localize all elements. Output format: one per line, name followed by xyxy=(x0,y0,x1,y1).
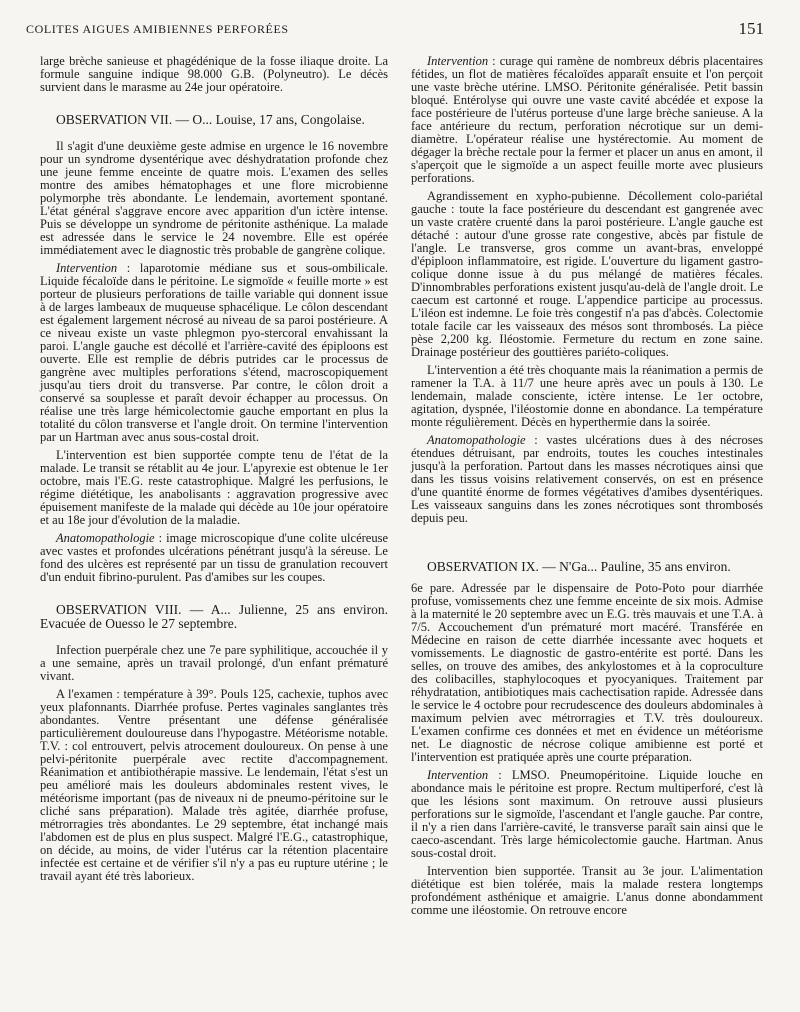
paragraph: 6e pare. Adressée par le dispensaire de Poto-Poto pour diarrhée profuse, vomissements chez une femme enceinte de six mois. Admise à la maternité le 20 septembre avec un E.G. très mauvais et une T.A. à 7/5. Accouchement d'un prématuré mort macéré. Transférée en Médecine en raison de cette diarrhée incessante avec hoquets et vomissements. Le diagnostic de gastro-entérite est porté. Dans les selles, on trouve des amibes, des ankylostomes et à la coproculture des colibacilles, staphylocoques et pyocyaniques. Traitement par réhydratation, antibiotiques mais cachectisation rapide. Adressée dans le service le 4 octobre pour recrudescence des douleurs abdominales à maximum pelvien avec métrorragies et T.V. très douloureux. L'examen confirme ces données et met en évidence un météorisme net. Le diagnostic de nécrose colique amibienne est porté et l'intervention est pratiquée après une courte préparation. xyxy=(411,581,763,764)
section-label: Anatomopathologie xyxy=(427,433,526,447)
paragraph: Intervention bien supportée. Transit au 3e jour. L'alimentation diététique est bien tolérée, mais la malade restera longtemps profondément asthénique et amaigrie. L'anus donne abondamment comme une iléostomie. On retrouve encore xyxy=(411,864,763,917)
paragraph: large brèche sanieuse et phagédénique de la fosse iliaque droite. La formule sanguine indique 98.000 G.B. (Polyneutro). Le décès survient dans le marasme au 24e jour opératoire. xyxy=(40,54,388,94)
paragraph-text: : vastes ulcérations dues à des nécroses étendues détruisant, par endroits, toutes les couches intestinales jusqu'à la perforation. Partout dans les masses nécrotiques ainsi que dans les tissus voisins relativement conservés, on est en présence d'une quantité énorme de formes végétatives d'amibes dysentériques. Les vaisseaux sanguins dans les zones nécrotiques sont thrombosés depuis peu. xyxy=(411,433,763,525)
paragraph: L'intervention a été très choquante mais la réanimation a permis de ramener la T.A. à 11/7 une heure après avec un pouls à 130. Le lendemain, malade consciente, ictère intense. Le 1er octobre, agitation, dyspnée, l'iléostomie donne en abondance. La température monte régulièrement. Décès en hyperthermie dans la soirée. xyxy=(411,363,763,429)
paragraph: Infection puerpérale chez une 7e pare syphilitique, accouchée il y a une semaine, après un travail prolongé, d'un enfant prématuré vivant. xyxy=(40,643,388,683)
paragraph: Il s'agit d'une deuxième geste admise en urgence le 16 novembre pour un syndrome dysentérique avec déshydratation profonde chez une jeune femme enceinte de quatre mois. L'examen des selles montre des amibes hématophages et une flore microbienne polymorphe très abondante. Le lendemain, avortement spontané. L'état général s'aggrave encore avec apparition d'un ictère intense. Puis se développe un syndrome de péritonite asthénique. La malade est adressée dans le service le 24 novembre. Elle est opérée immédiatement avec le diagnostic très probable de gangrène colique. xyxy=(40,139,388,257)
paragraph xyxy=(411,769,763,860)
paragraph-text: : laparotomie médiane sus et sous-ombilicale. Liquide fécaloïde dans le péritoine. Le sigmoïde « feuille morte » est porteur de plusieurs perforations de taille variable qui donnent issue à de larges lambeaux de muqueuse sphacélique. Le côlon descendant est également largement nécrosé au niveau de sa paroi postérieure. A ce niveau existe un vaste phlegmon pyo-stercoral envahissant la paroi. L'angle gauche est décollé et l'arrière-cavité des épiploons est ouverte. Elle est remplie de débris putrides car le processus de gangrène avec multiples perforations s'étend, macroscopiquement jusqu'au tiers droit du transverse. Par contre, le côlon droit a conservé sa souplesse et paraît devoir échapper au processus. On réalise une très large hémicolectomie gauche emportant en plus la totalité du côlon transverse et l'angle droit. On termine l'intervention par un Hartman avec anus sous-costal droit. xyxy=(40,261,388,444)
paragraph: Agrandissement en xypho-pubienne. Décollement colo-pariétal gauche : toute la face postérieure du descendant est gangrenée avec un vaste cratère cruenté dans la paroi postérieure. L'angle gauche est détaché : autour d'une grosse rate congestive, abcès par fistule de l'angle. Le transverse, gros comme un avant-bras, enveloppé d'épiploon inflammatoire, est rigide. L'ouverture du ligament gastro-colique donne issue à du pus mélangé de matières fécales. D'innombrables perforations existent jusqu'au-delà de l'angle droit. Le caecum est cartonné et rouge. L'appendice participe au processus. L'iléon est indemne. Le foie très congestif n'a pas d'abcès. Colectomie totale facile car les vaisseaux des mésos sont thrombosés. La pièce pèse 2,200 kg. Iléostomie. Fermeture du rectum en zone saine. Drainage postérieur des gouttières pariéto-coliques. xyxy=(411,189,763,359)
paragraph: L'intervention est bien supportée compte tenu de l'état de la malade. Le transit se rétablit au 4e jour. L'apyrexie est obtenue le 1er octobre, mais l'E.G. reste catastrophique. Malgré les perfusions, le régime diététique, les anabolisants : aggravation progressive avec épuisement manifeste de la malade qui décède au 10e jour opératoire et au 18e jour d'évolution de la maladie. xyxy=(40,448,388,527)
running-header xyxy=(26,19,764,40)
page-number: 151 xyxy=(738,19,764,38)
paragraph xyxy=(40,262,388,444)
paragraph xyxy=(411,434,763,525)
section-label: Intervention xyxy=(427,54,489,68)
section-label: Intervention xyxy=(56,261,118,275)
section-label: Intervention xyxy=(427,768,489,782)
right-column xyxy=(411,55,763,922)
section-label: Anatomopathologie xyxy=(56,531,155,545)
paragraph-text: : curage qui ramène de nombreux débris placentaires fétides, un flot de matières fécaloïdes apparaît ensuite et l'on perçoit une vaste brèche utérine. LMSO. Péritonite généralisée. Petit bassin bloqué. Entérolyse qui ouvre une vaste cavité abcédée et expose la face postérieure de l'utérus porteuse d'une large brèche sanieuse. A la face antérieure du rectum, perforation nécrotique sur un demi-diamètre. L'opérateur réalise une hystérectomie. Au moment de dégager la brèche rectale pour la fermer et placer un anus en amont, il s'aperçoit que le sigmoïde a un aspect feuille morte avec plusieurs perforations. xyxy=(411,54,763,185)
left-column xyxy=(40,55,388,888)
observation-vii-heading: OBSERVATION VII. — O... Louise, 17 ans, Congolaise. xyxy=(56,112,365,127)
paragraph: A l'examen : température à 39°. Pouls 125, cachexie, tuphos avec yeux plafonnants. Diarrhée profuse. Pertes vaginales sanglantes très abondantes. Ventre présentant une défense généralisée particulièrement douloureuse dans l'hypogastre. Météorisme notable. T.V. : col entrouvert, pelvis atrocement douloureux. On pense à une pelvi-péritonite puerpérale avec rectite d'accompagnement. Réanimation et antibiothérapie massive. Le lendemain, l'état s'est un peu amélioré mais les douleurs abdominales restent vives, le météorisme important (pas de niveaux ni de pneumo-péritoine sur le cliché sans préparation). Malade très agitée, diarrhée profuse, métrorragies très abondantes. Le 29 septembre, état inchangé mais l'abdomen est de plus en plus suspect. Malgré l'E.G., catastrophique, on décide, au moins, de vider l'utérus car la rétention placentaire infectée est certaine et de vérifier s'il n'y a pas eu rupture utérine ; le travail ayant été très laborieux. xyxy=(40,687,388,883)
paragraph xyxy=(411,55,763,185)
observation-ix-heading: OBSERVATION IX. — N'Ga... Pauline, 35 ans environ. xyxy=(427,559,731,574)
paragraph xyxy=(40,532,388,584)
running-title: COLITES AIGUES AMIBIENNES PERFORÉES xyxy=(26,22,289,36)
paragraph-text: : image microscopique d'une colite ulcéreuse avec vastes et profondes ulcérations pénétrant jusqu'à la séreuse. Le fond des ulcères est représenté par un tissu de granulation recouvert d'un enduit fibrino-purulent. Pas d'amibes sur les coupes. xyxy=(40,531,388,584)
paragraph-text: : LMSO. Pneumopéritoine. Liquide louche en abondance mais le péritoine est propre. Rectum multiperforé, c'est là que les lésions sont maximum. On retrouve aussi plusieurs perforations sur le sigmoïde, l'ascendant et l'angle gauche. Par contre, il n'y a rien dans l'arrière-cavité, le transverse paraît sain ainsi que le caeco-ascendant. Très large hémicolectomie gauche. Hartman. Anus sous-costal droit. xyxy=(411,768,763,860)
observation-viii-heading: OBSERVATION VIII. — A... Julienne, 25 ans environ. Evacuée de Ouesso le 27 septembre. xyxy=(40,602,388,631)
